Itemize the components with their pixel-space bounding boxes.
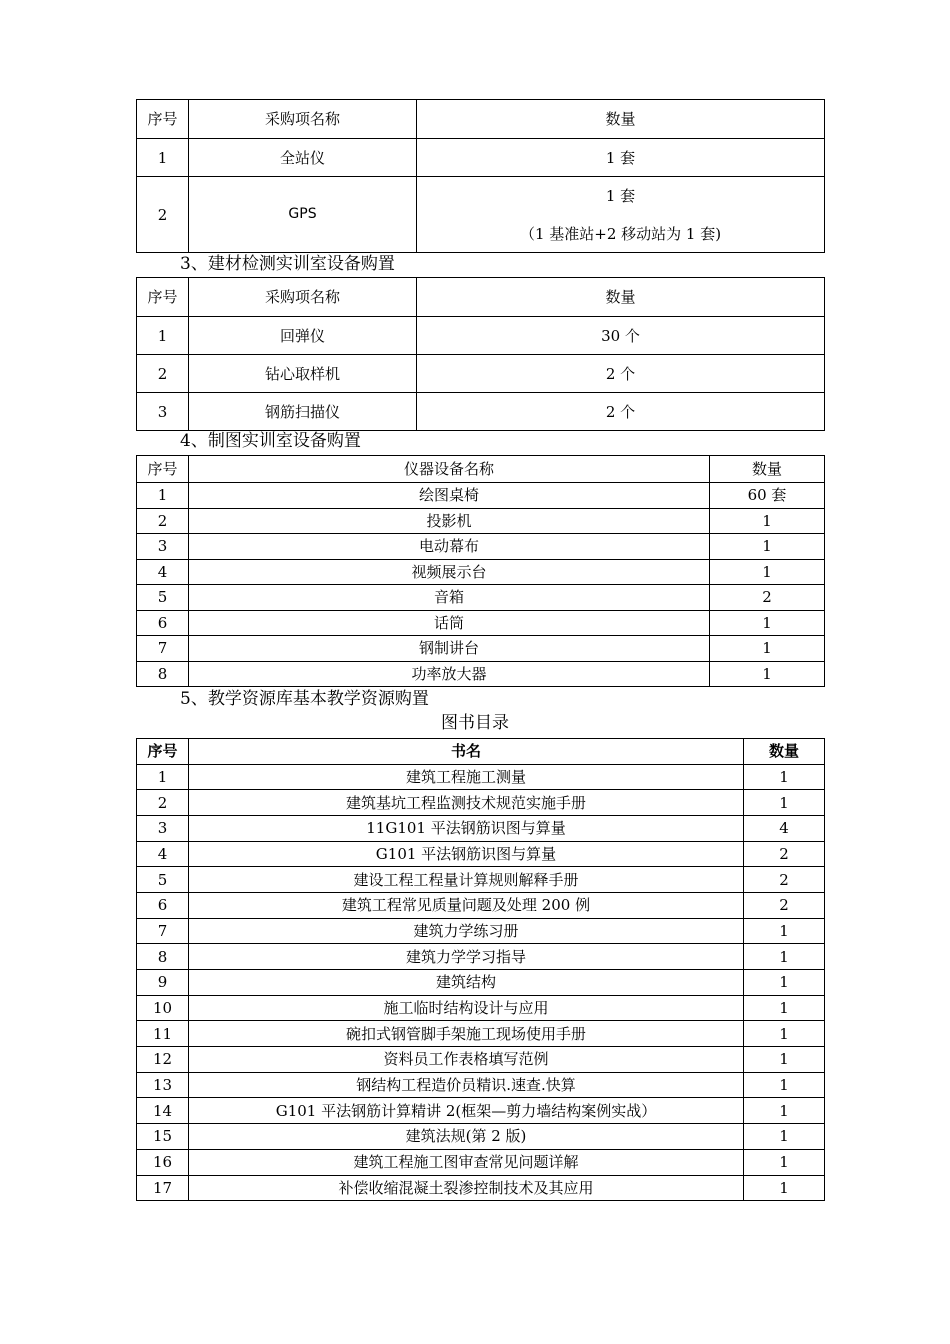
table-row xyxy=(137,508,825,534)
row-name: 钻心取样机 xyxy=(189,355,417,393)
table-row xyxy=(137,1072,825,1098)
table-row xyxy=(137,970,825,996)
table-row xyxy=(137,764,825,790)
row-qty: 1 xyxy=(710,661,825,687)
table-row xyxy=(137,1021,825,1047)
row-qty: 1 xyxy=(744,790,825,816)
row-qty-cell xyxy=(417,177,825,253)
table-row xyxy=(137,892,825,918)
header-book-name: 书名 xyxy=(189,739,744,765)
row-qty: 4 xyxy=(744,815,825,841)
table-header-row xyxy=(137,456,825,483)
row-qty: 1 xyxy=(710,534,825,560)
row-qty: 1 套 xyxy=(605,186,636,205)
section-3-heading: 3、建材检测实训室设备购置 xyxy=(180,254,395,274)
table-row xyxy=(137,815,825,841)
table-row xyxy=(137,393,825,431)
table-row xyxy=(137,534,825,560)
table-row xyxy=(137,1149,825,1175)
row-no: 7 xyxy=(137,918,189,944)
header-name: 仪器设备名称 xyxy=(189,456,710,483)
table-row xyxy=(137,1175,825,1201)
surveying-equipment-table xyxy=(136,99,825,253)
table-row xyxy=(137,1098,825,1124)
row-qty: 60 套 xyxy=(710,483,825,509)
row-no: 14 xyxy=(137,1098,189,1124)
row-qty: 1 xyxy=(744,764,825,790)
row-qty: 2 xyxy=(744,867,825,893)
row-qty: 1 xyxy=(744,1021,825,1047)
header-name: 采购项名称 xyxy=(189,278,417,317)
row-book-name: 碗扣式钢管脚手架施工现场使用手册 xyxy=(189,1021,744,1047)
row-qty: 2 xyxy=(744,841,825,867)
row-book-name: 建筑工程常见质量问题及处理 200 例 xyxy=(189,892,744,918)
header-name: 采购项名称 xyxy=(189,100,417,139)
row-no: 12 xyxy=(137,1047,189,1073)
row-qty: 1 xyxy=(744,944,825,970)
row-name: 功率放大器 xyxy=(189,661,710,687)
table-row xyxy=(137,790,825,816)
row-name: 钢制讲台 xyxy=(189,636,710,662)
table-row xyxy=(137,177,825,253)
book-list-caption: 图书目录 xyxy=(441,713,509,733)
table-row xyxy=(137,139,825,177)
row-name: 音箱 xyxy=(189,585,710,611)
row-book-name: 建筑力学练习册 xyxy=(189,918,744,944)
row-qty-note: （1 基准站+2 移动站为 1 套) xyxy=(519,224,722,243)
row-no: 6 xyxy=(137,610,189,636)
table-row xyxy=(137,483,825,509)
header-qty: 数量 xyxy=(710,456,825,483)
row-qty: 1 xyxy=(710,508,825,534)
row-qty: 1 xyxy=(744,995,825,1021)
row-qty: 1 xyxy=(744,1149,825,1175)
row-book-name: 建筑基坑工程监测技术规范实施手册 xyxy=(189,790,744,816)
row-qty: 30 个 xyxy=(417,317,825,355)
row-no: 1 xyxy=(137,764,189,790)
row-book-name: 建设工程工程量计算规则解释手册 xyxy=(189,867,744,893)
row-book-name: G101 平法钢筋识图与算量 xyxy=(189,841,744,867)
row-name: 钢筋扫描仪 xyxy=(189,393,417,431)
row-no: 2 xyxy=(137,790,189,816)
table-header-row xyxy=(137,100,825,139)
header-no: 序号 xyxy=(137,739,189,765)
row-no: 9 xyxy=(137,970,189,996)
row-qty: 2 xyxy=(744,892,825,918)
row-no: 7 xyxy=(137,636,189,662)
table-row xyxy=(137,585,825,611)
table-row xyxy=(137,636,825,662)
section-5-heading: 5、教学资源库基本教学资源购置 xyxy=(180,689,429,709)
row-no: 11 xyxy=(137,1021,189,1047)
table-row xyxy=(137,918,825,944)
row-qty: 1 xyxy=(744,1098,825,1124)
row-no: 10 xyxy=(137,995,189,1021)
row-book-name: 建筑法规(第 2 版) xyxy=(189,1124,744,1150)
row-no: 8 xyxy=(137,661,189,687)
row-name: 话筒 xyxy=(189,610,710,636)
table-row xyxy=(137,661,825,687)
table-row xyxy=(137,995,825,1021)
drafting-equipment-table xyxy=(136,455,825,687)
material-testing-equipment-table xyxy=(136,277,825,431)
row-qty: 1 xyxy=(744,1175,825,1201)
row-qty: 2 个 xyxy=(417,393,825,431)
row-qty: 2 xyxy=(710,585,825,611)
row-no: 5 xyxy=(137,585,189,611)
row-book-name: G101 平法钢筋计算精讲 2(框架—剪力墙结构案例实战） xyxy=(189,1098,744,1124)
row-no: 16 xyxy=(137,1149,189,1175)
row-book-name: 建筑工程施工图审查常见问题详解 xyxy=(189,1149,744,1175)
table-header-row xyxy=(137,739,825,765)
header-qty: 数量 xyxy=(417,100,825,139)
row-qty: 1 套 xyxy=(417,139,825,177)
table-row xyxy=(137,944,825,970)
header-no: 序号 xyxy=(137,278,189,317)
table-row xyxy=(137,867,825,893)
row-book-name: 施工临时结构设计与应用 xyxy=(189,995,744,1021)
table-row xyxy=(137,317,825,355)
table-header-row xyxy=(137,278,825,317)
row-qty: 1 xyxy=(710,636,825,662)
row-name: 电动幕布 xyxy=(189,534,710,560)
section-4-heading: 4、制图实训室设备购置 xyxy=(180,431,361,451)
row-book-name: 建筑力学学习指导 xyxy=(189,944,744,970)
row-book-name: 11G101 平法钢筋识图与算量 xyxy=(189,815,744,841)
row-no: 1 xyxy=(137,317,189,355)
row-book-name: 补偿收缩混凝土裂渗控制技术及其应用 xyxy=(189,1175,744,1201)
row-no: 1 xyxy=(137,139,189,177)
row-qty: 1 xyxy=(744,1047,825,1073)
row-no: 4 xyxy=(137,559,189,585)
row-no: 15 xyxy=(137,1124,189,1150)
row-no: 4 xyxy=(137,841,189,867)
row-qty: 1 xyxy=(710,559,825,585)
row-name: 绘图桌椅 xyxy=(189,483,710,509)
row-qty: 1 xyxy=(710,610,825,636)
row-no: 17 xyxy=(137,1175,189,1201)
row-no: 5 xyxy=(137,867,189,893)
book-catalog-table xyxy=(136,738,825,1201)
row-no: 2 xyxy=(137,355,189,393)
row-qty: 1 xyxy=(744,1124,825,1150)
row-no: 6 xyxy=(137,892,189,918)
row-no: 1 xyxy=(137,483,189,509)
table-row xyxy=(137,355,825,393)
row-name: 全站仪 xyxy=(189,139,417,177)
row-no: 3 xyxy=(137,815,189,841)
row-qty: 1 xyxy=(744,1072,825,1098)
header-no: 序号 xyxy=(137,100,189,139)
row-no: 3 xyxy=(137,393,189,431)
header-qty: 数量 xyxy=(744,739,825,765)
row-name: 投影机 xyxy=(189,508,710,534)
row-book-name: 资料员工作表格填写范例 xyxy=(189,1047,744,1073)
table-row xyxy=(137,1047,825,1073)
row-no: 8 xyxy=(137,944,189,970)
row-book-name: 建筑工程施工测量 xyxy=(189,764,744,790)
row-qty: 1 xyxy=(744,970,825,996)
header-no: 序号 xyxy=(137,456,189,483)
row-no: 2 xyxy=(137,508,189,534)
row-no: 13 xyxy=(137,1072,189,1098)
row-name: 视频展示台 xyxy=(189,559,710,585)
row-name: GPS xyxy=(189,177,417,253)
table-row xyxy=(137,610,825,636)
row-qty: 1 xyxy=(744,918,825,944)
table-row xyxy=(137,559,825,585)
row-book-name: 钢结构工程造价员精识.速查.快算 xyxy=(189,1072,744,1098)
row-qty: 2 个 xyxy=(417,355,825,393)
header-qty: 数量 xyxy=(417,278,825,317)
row-book-name: 建筑结构 xyxy=(189,970,744,996)
row-no: 3 xyxy=(137,534,189,560)
table-row xyxy=(137,841,825,867)
row-name: 回弹仪 xyxy=(189,317,417,355)
table-row xyxy=(137,1124,825,1150)
row-no: 2 xyxy=(137,177,189,253)
